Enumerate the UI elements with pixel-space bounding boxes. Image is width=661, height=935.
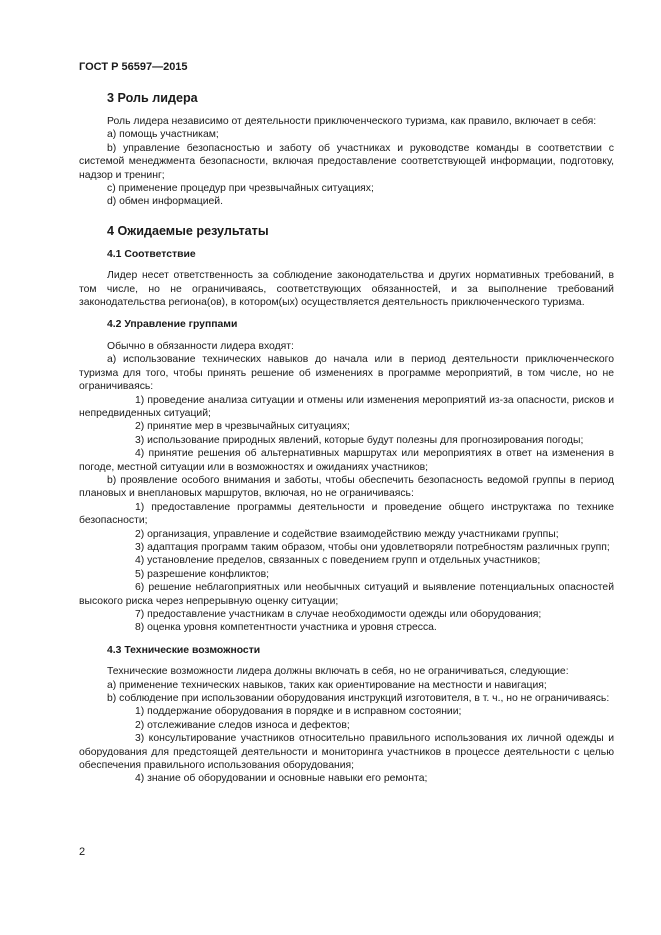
list-subitem: 2) отслеживание следов износа и дефектов; bbox=[135, 719, 350, 731]
list-subitem: 6) решение неблагоприятных или необычных ситуаций и выявление потенциальных опасностей высокого риска через непрерывную оценку ситуации; bbox=[79, 582, 614, 607]
section-4-2-heading: 4.2 Управление группами bbox=[107, 319, 238, 331]
section-4-2-body bbox=[79, 340, 614, 635]
document-body bbox=[79, 90, 614, 786]
list-subitem: 5) разрешение конфликтов; bbox=[135, 568, 270, 580]
list-subitem: 1) проведение анализа ситуации и отмены или изменения мероприятий из-за опасности, рисков и непредвиденных ситуаций; bbox=[79, 394, 614, 419]
list-subitem: 3) использование природных явлений, которые будут полезны для прогнозирования погоды; bbox=[135, 434, 584, 446]
page-number: 2 bbox=[79, 846, 86, 858]
paragraph: Лидер несет ответственность за соблюдение законодательства и других нормативных требований, в том числе, но не ограничиваясь, соответствующих обязанностей, и за выполнение требований законодательства региона(ов), в котором(ых) осуществляется деятельность приключенческого туризма. bbox=[79, 270, 614, 309]
section-3-heading: 3 Роль лидера bbox=[107, 91, 198, 105]
list-subitem: 7) предоставление участникам в случае необходимости одежды или оборудования; bbox=[135, 609, 542, 620]
paragraph: a) использование технических навыков до начала или в период деятельности приключенческого туризма для того, чтобы принять решение об изменениях в программе мероприятий, в том числе, но не ограничиваясь: bbox=[79, 354, 614, 393]
list-subitem: 4) знание об оборудовании и основные навыки его ремонта; bbox=[135, 773, 428, 785]
paragraph: Технические возможности лидера должны включать в себя, но не ограничиваться, следующие: bbox=[107, 666, 569, 678]
paragraph: b) соблюдение при использовании оборудования инструкций изготовителя, в т. ч., но не ограничиваясь: bbox=[107, 693, 610, 705]
section-4-1-body bbox=[79, 269, 614, 309]
list-subitem: 1) поддержание оборудования в порядке и в исправном состоянии; bbox=[135, 706, 462, 718]
list-subitem: 2) организация, управление и содействие взаимодействию между участниками группы; bbox=[135, 528, 559, 540]
section-4-1-heading: 4.1 Соответствие bbox=[107, 248, 196, 260]
section-4-heading: 4 Ожидаемые результаты bbox=[107, 223, 269, 238]
list-subitem: 4) установление пределов, связанных с поведением групп и отдельных участников; bbox=[135, 555, 541, 567]
paragraph: Роль лидера независимо от деятельности приключенческого туризма, как правило, включает в себя: bbox=[107, 116, 597, 127]
list-subitem: 2) принятие мер в чрезвычайных ситуациях; bbox=[135, 421, 350, 433]
paragraph: c) применение процедур при чрезвычайных ситуациях; bbox=[107, 183, 374, 195]
section-4-3-heading: 4.3 Технические возможности bbox=[107, 644, 261, 656]
paragraph: Обычно в обязанности лидера входят: bbox=[107, 340, 294, 352]
list-subitem: 4) принятие решения об альтернативных маршрутах или мероприятиях в ответ на изменения в погоде, местной ситуации или в возможностях и ожиданиях участников; bbox=[79, 448, 614, 473]
section-4-3-body bbox=[79, 665, 614, 786]
paragraph: a) применение технических навыков, таких как ориентирование на местности и навигация; bbox=[107, 679, 547, 691]
list-subitem: 3) консультирование участников относительно правильного использования их личной одежды и оборудования для предстоящей деятельности и мониторинга участников в процессе деятельности с целью обеспечения правильного использования оборудования; bbox=[79, 733, 614, 772]
list-subitem: 1) предоставление программы деятельности и проведение общего инструктажа по технике безопасности; bbox=[79, 501, 614, 527]
paragraph: d) обмен информацией. bbox=[107, 196, 223, 208]
list-subitem: 3) адаптация программ таким образом, чтобы они удовлетворяли потребностям различных групп; bbox=[135, 541, 610, 553]
standard-number: ГОСТ Р 56597—2015 bbox=[79, 61, 188, 73]
paragraph: b) управление безопасностью и заботу об участниках и руководстве команды в соответствии с системой менеджмента безопасности, включая предоставление соответствующей информации, подготовку, надзор и тренинг; bbox=[79, 142, 614, 181]
paragraph: b) проявление особого внимания и заботы, чтобы обеспечить безопасность ведомой группы в период плановых и внеплановых маршрутов, включая, но не ограничиваясь: bbox=[79, 474, 614, 500]
section-3-body bbox=[79, 115, 614, 209]
list-subitem: 8) оценка уровня компетентности участника и уровня стресса. bbox=[135, 622, 437, 634]
paragraph: a) помощь участникам; bbox=[107, 129, 219, 141]
